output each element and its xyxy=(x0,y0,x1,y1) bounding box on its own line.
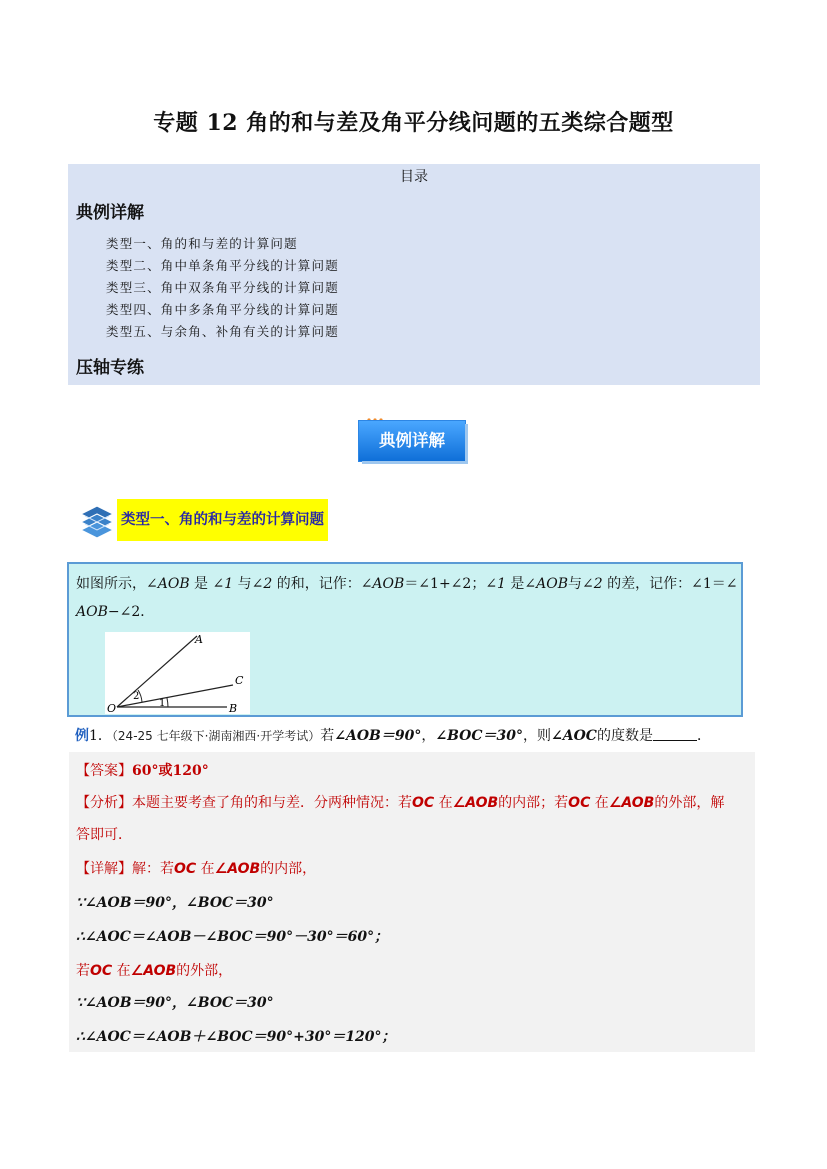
label-c: C xyxy=(235,674,244,687)
solution-math: OC xyxy=(90,963,113,979)
toc-item-type-5[interactable]: 类型五、与余角、补角有关的计算问题 xyxy=(106,324,339,339)
solution-math: ∠AOB xyxy=(130,963,177,979)
analysis-text: 在 xyxy=(434,795,453,811)
answer-tag: 【答案】 xyxy=(76,763,132,779)
solution-text: 若 xyxy=(76,963,90,979)
concept-text-part: 与 xyxy=(233,576,252,592)
section-badge: 典例详解 xyxy=(359,421,465,461)
concept-text-part: 的和，记作： xyxy=(272,576,361,592)
example-text: ，则 xyxy=(523,728,552,744)
analysis-tag: 【分析】 xyxy=(76,795,132,811)
angle-diagram xyxy=(105,632,250,714)
angle-figure xyxy=(105,632,250,714)
example-math: ∠AOC xyxy=(551,728,597,744)
example-math: ∠BOC＝30° xyxy=(435,728,524,744)
concept-math: ∠AOB xyxy=(360,576,405,592)
solution-text: 在 xyxy=(112,963,131,979)
toc-item-type-4[interactable]: 类型四、角中多条角平分线的计算问题 xyxy=(106,302,339,317)
solution-math: ∴∠AOC＝∠AOB－∠BOC＝90°－30°＝60°； xyxy=(76,929,389,945)
toc-section-examples[interactable]: 典例详解 xyxy=(76,203,144,223)
example-text: 的度数是 xyxy=(596,728,653,744)
analysis-math: OC xyxy=(412,795,435,811)
solution-line-1: ∵∠AOB＝90°，∠BOC＝30° xyxy=(76,895,274,911)
concept-text-part: 如图所示， xyxy=(76,576,146,592)
example-source: （24-25 七年级下·湖南湘西·开学考试） xyxy=(111,729,321,743)
answer-box xyxy=(69,752,755,1052)
analysis-line-2: 答即可． xyxy=(76,827,132,843)
label-angle-2: 2 xyxy=(133,691,140,702)
solution-line-3 xyxy=(76,960,232,980)
detail-text: 在 xyxy=(196,861,215,877)
toc-item-type-1[interactable]: 类型一、角的和与差的计算问题 xyxy=(106,236,298,251)
detail-tag: 【详解】 xyxy=(76,861,132,877)
solution-line-2 xyxy=(76,926,388,946)
example-problem xyxy=(75,725,755,745)
example-number: 例 xyxy=(75,728,89,744)
concept-math: ∠1 xyxy=(485,576,506,592)
toc-item-type-3[interactable]: 类型三、角中双条角平分线的计算问题 xyxy=(106,280,339,295)
answer-blank[interactable] xyxy=(653,728,697,741)
example-math: ∠AOB＝90° xyxy=(334,728,422,744)
concept-text xyxy=(76,570,738,626)
answer-value: 60°或120° xyxy=(132,763,209,779)
detail-text: 解：若 xyxy=(132,861,174,877)
concept-text-part: 是 xyxy=(189,576,213,592)
solution-line-5: ∴∠AOC＝∠AOB＋∠BOC＝90°+30°＝120°； xyxy=(76,1029,396,1045)
concept-math: ∠1 xyxy=(212,576,234,592)
concept-text-part: 是 xyxy=(505,576,525,592)
books-stack-icon xyxy=(77,502,117,540)
label-a: A xyxy=(195,633,203,646)
type-heading: 类型一、角的和与差的计算问题 xyxy=(117,499,328,541)
ray-oa xyxy=(117,636,197,707)
analysis-text: 在 xyxy=(590,795,609,811)
analysis-text: 本题主要考查了角的和与差．分两种情况：若 xyxy=(132,795,412,811)
concept-text-part: −∠2． xyxy=(107,604,155,620)
label-b: B xyxy=(229,702,238,714)
detail-text: 的内部， xyxy=(260,861,317,877)
analysis-text: 的内部；若 xyxy=(498,795,569,811)
concept-math: ∠AOB xyxy=(146,576,190,592)
document-title: 专题 12 角的和与差及角平分线问题的五类综合题型 xyxy=(153,110,674,136)
solution-line-4: ∵∠AOB＝90°，∠BOC＝30° xyxy=(76,995,274,1011)
example-number-suffix: 1． xyxy=(89,728,112,744)
label-o: O xyxy=(107,702,117,714)
arc-angle-1 xyxy=(167,698,168,707)
example-text: 若 xyxy=(320,728,335,744)
concept-box xyxy=(67,562,743,717)
concept-text-part: 的差，记作：∠1＝∠ xyxy=(602,576,738,592)
detail-line xyxy=(76,858,316,878)
answer-line xyxy=(76,760,209,780)
example-text: ． xyxy=(696,728,711,744)
concept-text-part: ＝∠1+∠2； xyxy=(404,576,486,592)
analysis-text: 的外部，解 xyxy=(654,795,725,811)
solution-text: 的外部， xyxy=(176,963,233,979)
toc-section-practice[interactable]: 压轴专练 xyxy=(76,358,144,378)
concept-math: ∠2 xyxy=(582,576,603,592)
concept-math: ∠2 xyxy=(251,576,273,592)
analysis-math: OC xyxy=(568,795,591,811)
concept-text-part: 与 xyxy=(568,576,583,592)
example-text: ， xyxy=(421,728,436,744)
detail-math: ∠AOB xyxy=(214,861,261,877)
detail-math: OC xyxy=(174,861,197,877)
concept-math: ∠AOB xyxy=(524,576,569,592)
analysis-math: ∠AOB xyxy=(452,795,499,811)
table-of-contents xyxy=(68,164,760,385)
analysis-math: ∠AOB xyxy=(608,795,655,811)
concept-math: AOB xyxy=(76,604,108,620)
toc-item-type-2[interactable]: 类型二、角中单条角平分线的计算问题 xyxy=(106,258,339,273)
analysis-line xyxy=(76,792,724,812)
label-angle-1: 1 xyxy=(159,698,166,709)
toc-label: 目录 xyxy=(400,169,428,185)
